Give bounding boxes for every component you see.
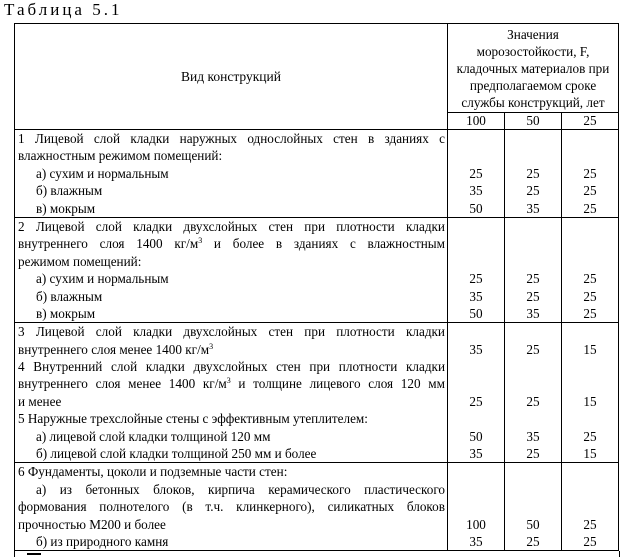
header-frost-values — [448, 24, 619, 113]
header-year-50: 50 — [505, 113, 562, 130]
cell-value: 15 — [583, 446, 597, 462]
section-text-line: внутреннего слоя 1400 $кг/м^3$ и более в зданиях с влажностным — [18, 236, 445, 252]
cell-value: 25 — [526, 271, 540, 287]
section-text-line: формования полнотелого (в т.ч. клинкерного), силикатных блоков — [18, 499, 445, 515]
section-text-line: а) из бетонных блоков, кирпича керамического пластического — [36, 481, 445, 497]
section-4-text-line: внутреннего слоя менее 1400 $кг/м^3$ и толщине лицевого слоя 120 мм — [18, 376, 445, 392]
cell-value: 50 — [469, 305, 483, 321]
cell-value: 15 — [583, 341, 597, 357]
cell-value: 35 — [469, 446, 483, 462]
cell-value: 35 — [526, 305, 540, 321]
header-construction-type: Вид конструкций — [15, 24, 448, 130]
sections-3-5-col-50 — [505, 323, 562, 463]
header-values-line: службы конструкций, лет — [461, 95, 605, 110]
cell-value: 35 — [469, 341, 483, 357]
cell-value: 25 — [469, 393, 483, 409]
section-1-description — [15, 130, 448, 218]
cell-value: 25 — [583, 183, 597, 199]
cell-value: 25 — [526, 183, 540, 199]
table-caption: Таблица 5.1 — [4, 0, 123, 19]
section-5-text-line: 5 Наружные трехслойные стены с эффективным утеплителем: — [18, 411, 368, 427]
cell-value: 25 — [526, 393, 540, 409]
cell-value: 25 — [583, 305, 597, 321]
superscript-3: 3 — [226, 376, 231, 386]
header-values-line: предполагаемом сроке — [469, 78, 597, 93]
cell-value: 35 — [469, 533, 483, 549]
cell-value: 50 — [469, 200, 483, 216]
header-year-100: 100 — [448, 113, 505, 130]
section-6-col-25 — [562, 463, 619, 551]
header-row — [15, 24, 619, 113]
table-row-section-2 — [15, 217, 619, 322]
section-2-col-50 — [505, 217, 562, 322]
table-row-section-6 — [15, 463, 619, 551]
row-label: б) лицевой слой кладки толщиной 250 мм и более — [36, 446, 317, 462]
table-row-sections-3-5 — [15, 323, 619, 463]
row-label: б) влажным — [36, 288, 103, 304]
superscript-3: 3 — [209, 341, 214, 351]
header-values-line: Значения — [507, 27, 559, 42]
cell-value: 35 — [526, 200, 540, 216]
cell-value: 25 — [526, 446, 540, 462]
cell-value: 25 — [526, 533, 540, 549]
section-text-line: 2 Лицевой слой кладки двухслойных стен при плотности кладки — [18, 218, 445, 234]
row-label: в) мокрым — [36, 305, 96, 321]
header-year-25: 25 — [562, 113, 619, 130]
section-text-line: 1 Лицевой слой кладки наружных однослойных стен в зданиях с — [18, 131, 445, 146]
cell-value: 25 — [469, 165, 483, 181]
superscript-3: 3 — [198, 236, 203, 246]
section-3-text-line: внутреннего слоя менее 1400 $кг/м^3$ — [18, 341, 214, 357]
row-label: б) из природного камня — [36, 533, 169, 549]
table-row-section-1 — [15, 130, 619, 218]
cell-value: 50 — [469, 428, 483, 444]
header-values-line: кладочных материалов при — [456, 61, 610, 76]
cell-value: 15 — [583, 393, 597, 409]
table-continuation — [14, 551, 620, 557]
cell-value: 50 — [526, 516, 540, 532]
section-4-text-line: 4 Внутренний слой кладки двухслойных стен при плотности кладки — [18, 359, 445, 375]
cell-value: 25 — [583, 200, 597, 216]
section-1-col-100 — [448, 130, 505, 218]
cell-value: 25 — [526, 341, 540, 357]
cell-value: 35 — [526, 428, 540, 444]
section-6-col-100 — [448, 463, 505, 551]
cell-value: 35 — [469, 183, 483, 199]
cell-value: 100 — [466, 516, 486, 532]
header-values-line: морозостойкости, F, — [476, 44, 590, 59]
cut-off-text-fragment — [27, 553, 41, 555]
section-text-line: режимом помещений: — [18, 253, 142, 269]
row-label: б) влажным — [36, 183, 103, 199]
cell-value: 25 — [583, 533, 597, 549]
cell-value: 25 — [583, 165, 597, 181]
section-text-line: 6 Фундаменты, цоколи и подземные части стен: — [18, 464, 288, 480]
section-1-col-25 — [562, 130, 619, 218]
section-2-col-25 — [562, 217, 619, 322]
cell-value: 25 — [583, 288, 597, 304]
sections-3-5-description — [15, 323, 448, 463]
row-label: а) лицевой слой кладки толщиной 120 мм — [36, 428, 271, 444]
cell-value: 25 — [469, 271, 483, 287]
cell-value: 25 — [583, 428, 597, 444]
cell-value: 35 — [469, 288, 483, 304]
section-6-description — [15, 463, 448, 551]
row-label: а) сухим и нормальным — [36, 165, 169, 181]
sections-3-5-col-25 — [562, 323, 619, 463]
cell-value: 25 — [583, 516, 597, 532]
section-6-col-50 — [505, 463, 562, 551]
frost-resistance-table — [14, 23, 619, 551]
row-label: а) сухим и нормальным — [36, 271, 169, 287]
section-1-col-50 — [505, 130, 562, 218]
section-3-text-line: 3 Лицевой слой кладки двухслойных стен при плотности кладки — [18, 324, 445, 340]
section-4-text-line: и менее — [18, 393, 62, 409]
section-text-line: прочностью М200 и более — [18, 516, 166, 532]
section-2-col-100 — [448, 217, 505, 322]
section-2-description — [15, 217, 448, 322]
section-text-line: влажностным режимом помещений: — [18, 148, 223, 164]
cell-value: 25 — [526, 165, 540, 181]
row-label: в) мокрым — [36, 200, 96, 216]
sections-3-5-col-100 — [448, 323, 505, 463]
cell-value: 25 — [583, 271, 597, 287]
cell-value: 25 — [526, 288, 540, 304]
